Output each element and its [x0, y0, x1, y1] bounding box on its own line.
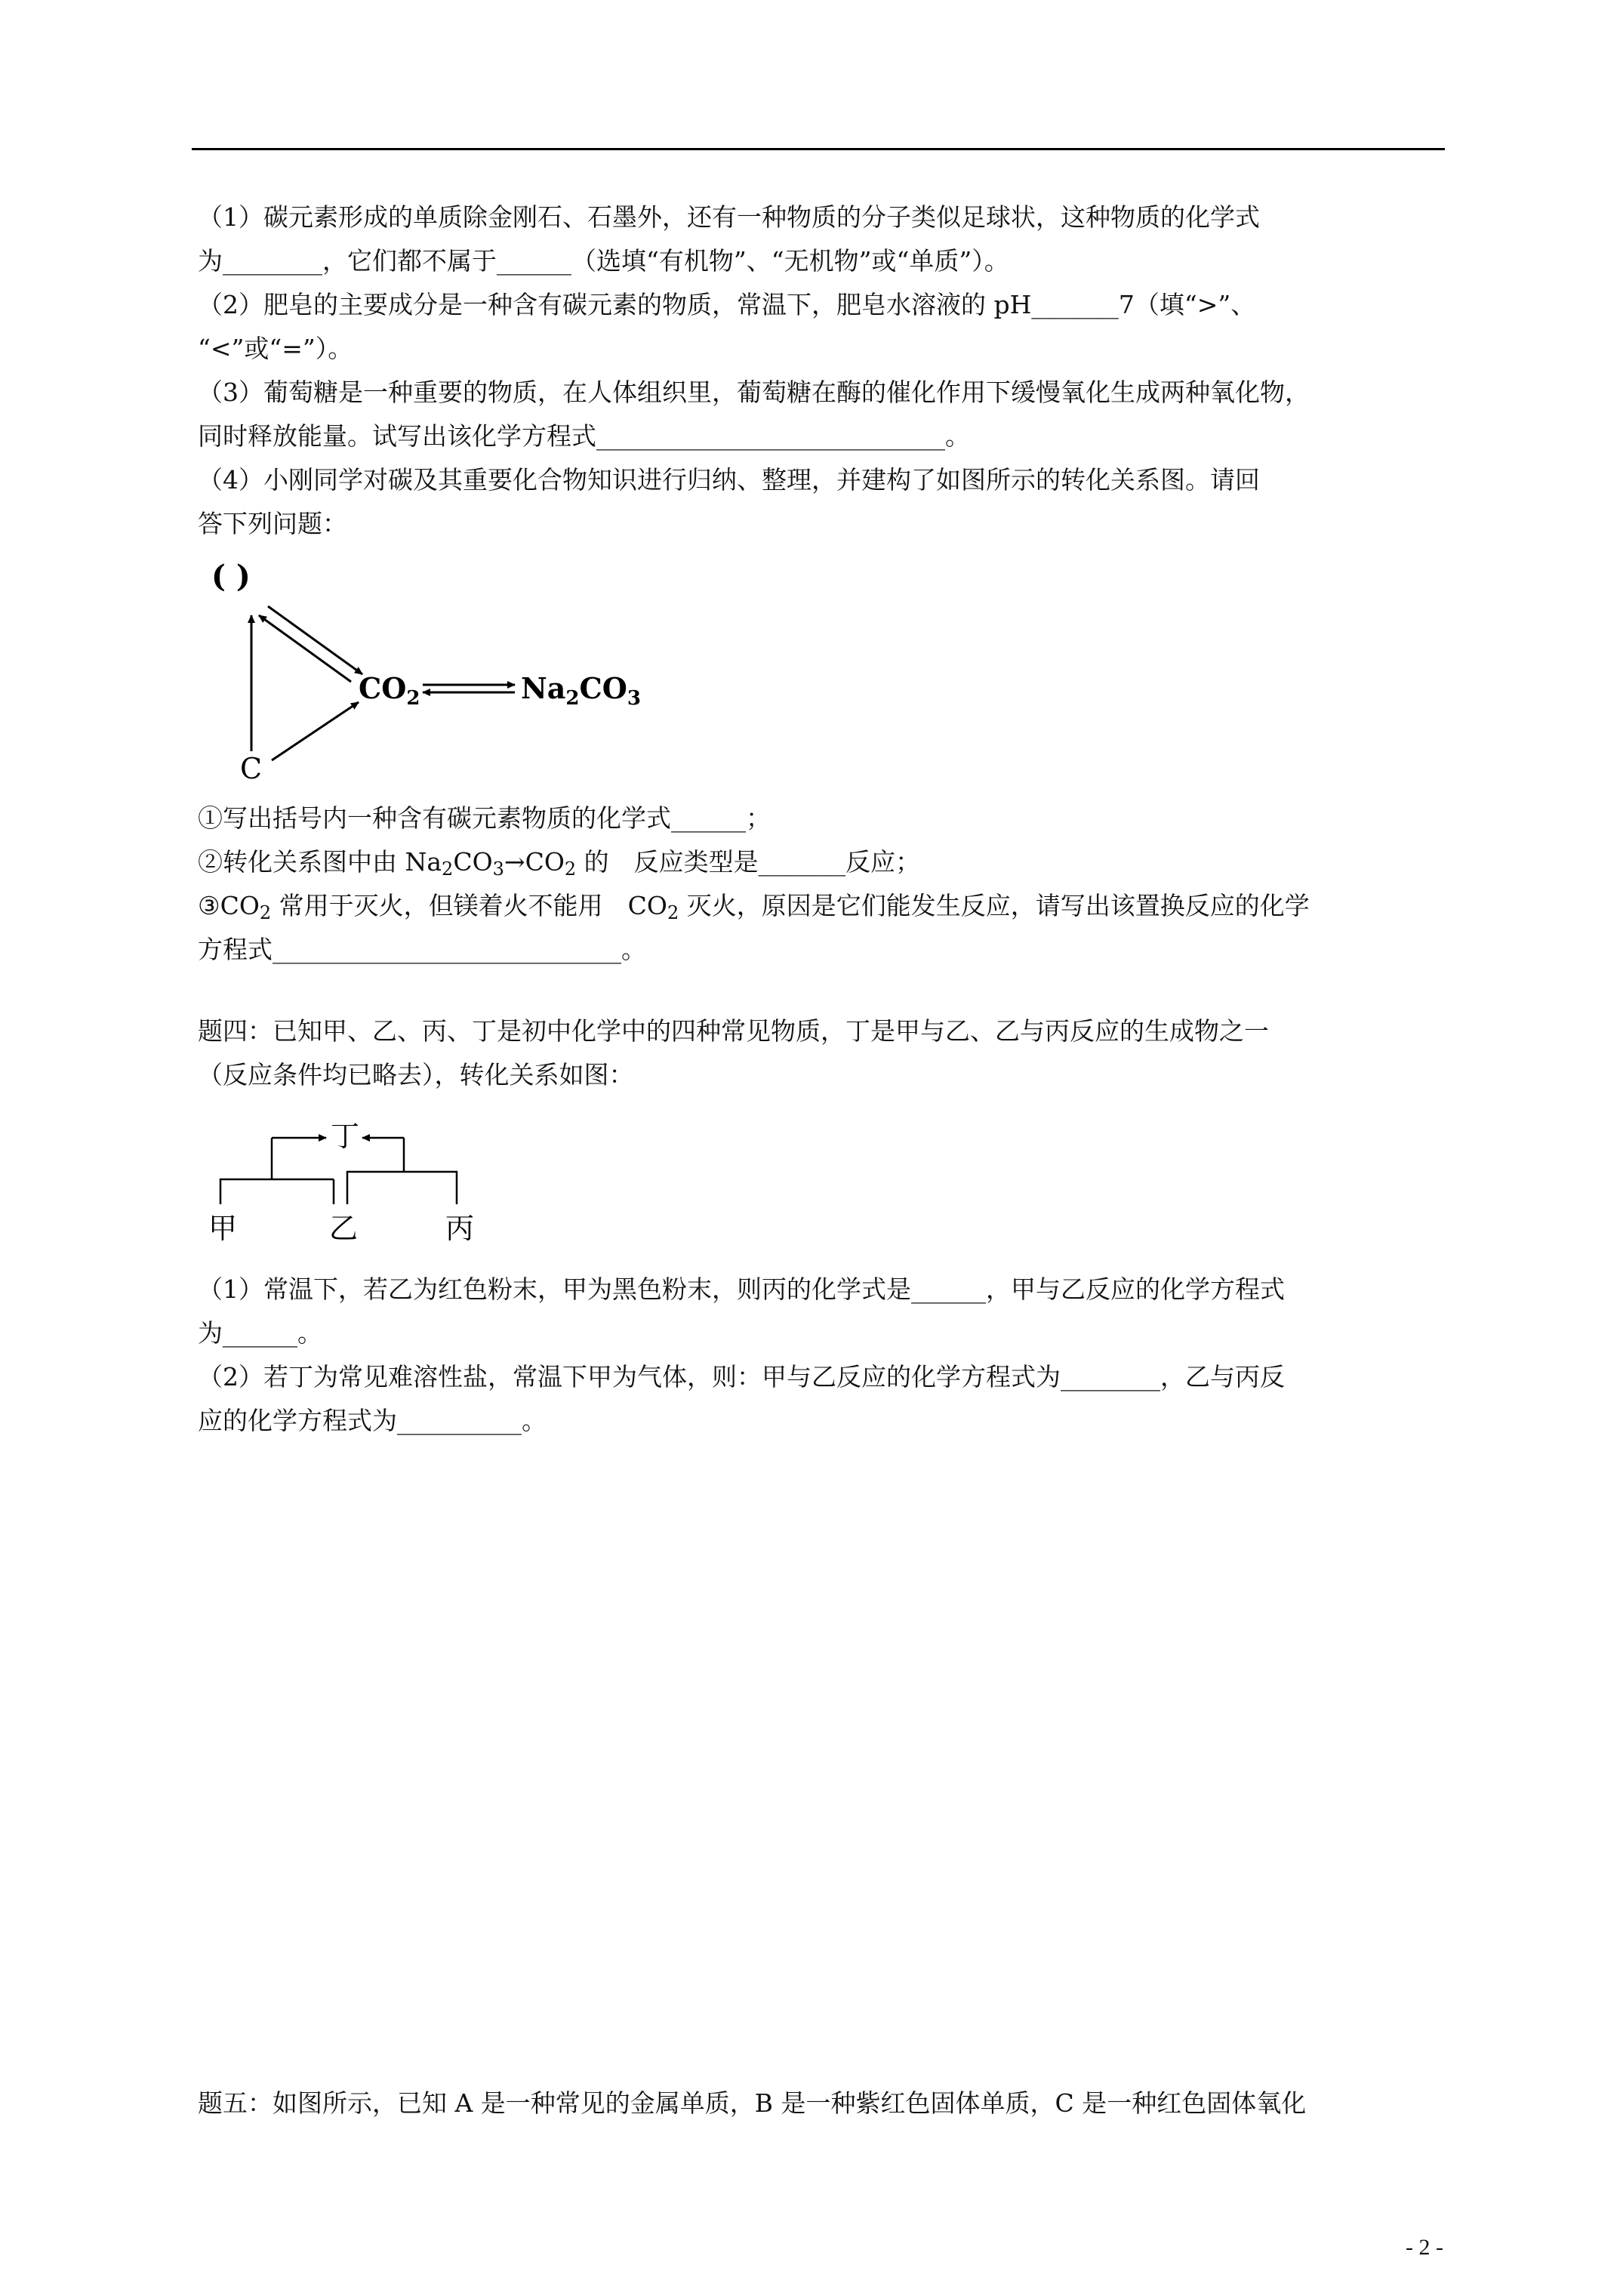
t4-q2-line-2: 应的化学方程式为__________。 [198, 1406, 547, 1435]
na2co3-label: $Na_2CO_3$ [521, 671, 641, 710]
t4-q1-line-1: （1）常温下，若乙为红色粉末，甲为黑色粉末，则丙的化学式是______，甲与乙反应的化学方程式 [198, 1274, 1285, 1304]
header-rule [192, 148, 1445, 150]
q1-line-2: 为________，它们都不属于______（选填“有机物”、“无机物”或“单质”）。 [198, 246, 1009, 276]
t4-q1-line-2: 为______。 [198, 1318, 322, 1348]
q4-line-1: （4）小刚同学对碳及其重要化合物知识进行归纳、整理，并建构了如图所示的转化关系图。请回 [198, 465, 1260, 495]
q4-sub3-cont: 方程式____________________________。 [198, 935, 646, 964]
q3-line-1: （3）葡萄糖是一种重要的物质，在人体组织里，葡萄糖在酶的催化作用下缓慢氧化生成两种氧化物， [198, 378, 1310, 407]
q4-sub1: ①写出括号内一种含有碳元素物质的化学式______； [198, 803, 771, 833]
arrow-co2-to-unknown [259, 615, 351, 682]
bracket-jia-yi [220, 1179, 334, 1204]
arrow-unknown-to-co2 [268, 606, 362, 674]
q3-line-2: 同时释放能量。试写出该化学方程式____________________________。 [198, 421, 970, 451]
q2-line-1: （2）肥皂的主要成分是一种含有碳元素的物质，常温下，肥皂水溶液的 pH_______7（填“>”、 [198, 290, 1256, 319]
q1-line-1: （1）碳元素形成的单质除金刚石、石墨外，还有一种物质的分子类似足球状，这种物质的化学式 [198, 202, 1260, 232]
q4-sub3: $③CO_2$ 常用于灭火，但镁着火不能用 $CO_2$ 灭火，原因是它们能发生反应，请写出该置换反应的化学 [198, 891, 1310, 923]
bracket-yi-bing [347, 1172, 457, 1204]
yi-label: 乙 [329, 1212, 359, 1245]
page-number: - 2 - [1406, 2235, 1443, 2260]
arrow-c-to-co2 [272, 702, 359, 760]
t4-line-2: （反应条件均已略去），转化关系如图： [198, 1060, 634, 1089]
t4-line-1: 题四：已知甲、乙、丙、丁是初中化学中的四种常见物质，丁是甲与乙、乙与丙反应的生成物之一 [198, 1016, 1269, 1046]
co2-label: $CO_2$ [359, 671, 420, 710]
unknown-substance-paren: ( ) [211, 559, 251, 594]
carbon-conversion-diagram [204, 555, 672, 781]
jia-label: 甲 [208, 1212, 238, 1245]
q2-line-2: “<”或“=”）。 [198, 334, 353, 363]
jia-yi-bing-ding-diagram [204, 1117, 521, 1253]
t5-line-1: 题五：如图所示，已知 A 是一种常见的金属单质，B 是一种紫红色固体单质，C 是一种红色固体氧化 [198, 2088, 1307, 2118]
ding-label: 丁 [331, 1120, 360, 1153]
q4-sub2: ②转化关系图中由 $Na_2CO_3\to CO_2$ 的 反应类型是_______反应； [198, 847, 921, 880]
q4-line-2: 答下列问题： [198, 509, 347, 538]
bing-label: 丙 [445, 1212, 475, 1245]
t4-q2-line-1: （2）若丁为常见难溶性盐，常温下甲为气体，则：甲与乙反应的化学方程式为________，乙与丙反 [198, 1362, 1285, 1391]
c-label: C [240, 752, 263, 781]
